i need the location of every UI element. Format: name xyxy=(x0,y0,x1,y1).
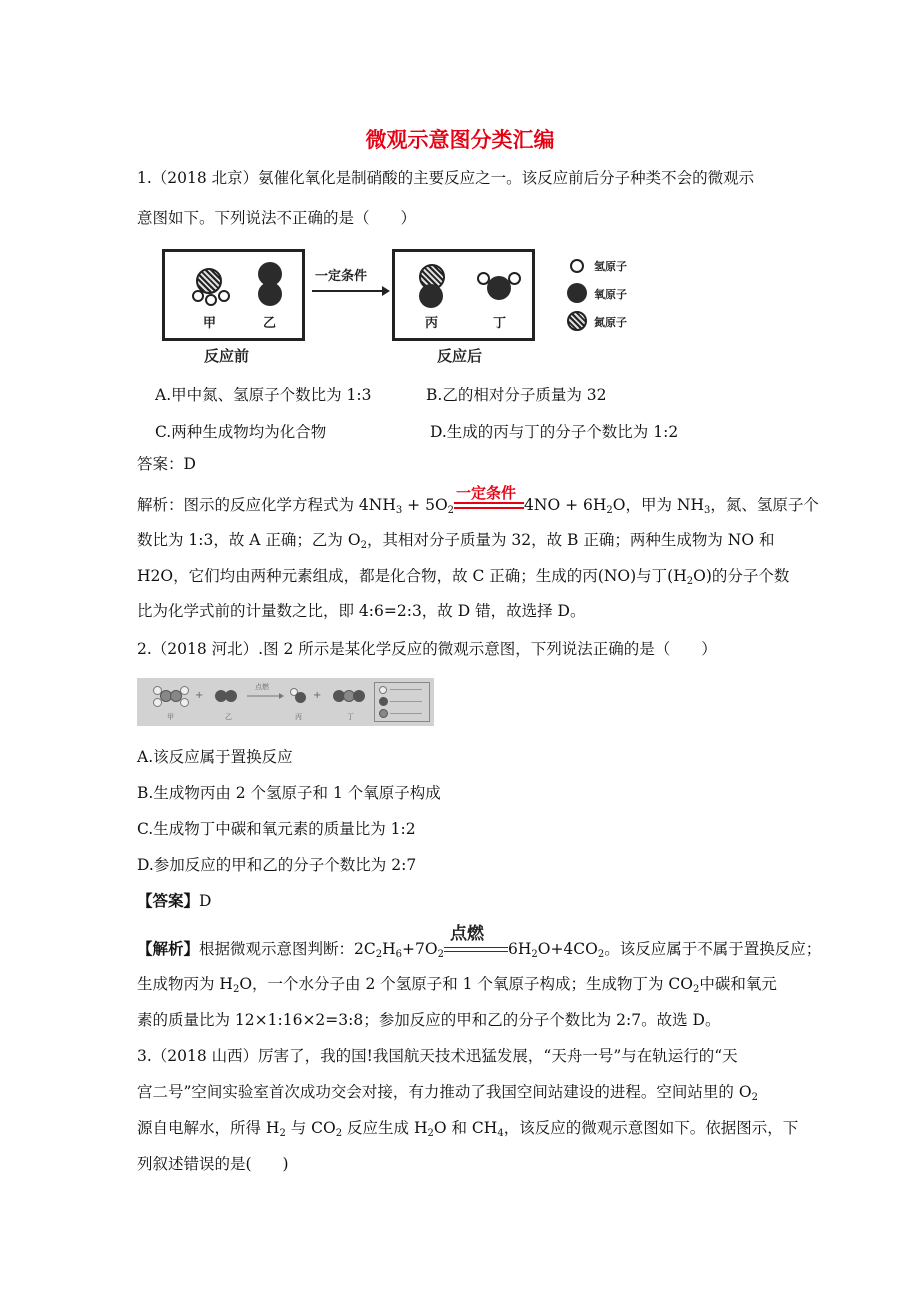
analysis-text: ，氮、氢原子个 xyxy=(710,496,819,514)
q3-line4: 列叙述错误的是( ) xyxy=(137,1155,289,1173)
legend-nitrogen-icon xyxy=(567,311,587,331)
subscript: 3 xyxy=(704,505,711,516)
subscript: 2 xyxy=(597,949,605,960)
subscript: 2 xyxy=(360,540,367,551)
analysis-text: 6H xyxy=(507,940,532,958)
analysis-text: + 5O xyxy=(402,496,448,514)
page-title: 微观示意图分类汇编 xyxy=(365,128,555,152)
subscript: 2 xyxy=(692,984,700,995)
after-reaction-box xyxy=(392,249,535,341)
before-reaction-box xyxy=(162,249,305,341)
analysis-text: 中碳和氧元 xyxy=(699,975,777,993)
hydrogen-atom-icon xyxy=(508,272,521,285)
subscript: 3 xyxy=(395,505,403,516)
ignite-condition-equals xyxy=(444,924,508,958)
subscript: 4 xyxy=(497,1128,504,1139)
q2-option-b: B.生成物丙由 2 个氢原子和 1 个氧原子构成 xyxy=(137,784,441,802)
legend-box xyxy=(374,682,430,722)
analysis-text: 4NO + 6H xyxy=(524,496,607,514)
hydrogen-atom-icon xyxy=(218,290,230,302)
analysis-text: O)的分子个数 xyxy=(693,567,790,585)
answer-tag: 【答案】 xyxy=(137,892,200,910)
legend-line xyxy=(390,689,422,690)
after-reaction-caption: 反应后 xyxy=(437,347,483,365)
reaction-condition-equals xyxy=(454,484,524,514)
hydrogen-atom-icon xyxy=(192,290,204,302)
q2-stem: 2.（2018 河北）.图 2 所示是某化学反应的微观示意图，下列说法正确的是（ ） xyxy=(137,640,717,658)
jia-label: 甲 xyxy=(203,316,217,331)
q2-analysis-line3: 素的质量比为 12×1:16×2=3:8；参加反应的甲和乙的分子个数比为 2:7。故选 D。 xyxy=(137,1011,721,1029)
analysis-text: H xyxy=(382,940,396,958)
subscript: 2 xyxy=(375,949,383,960)
plus-sign: + xyxy=(313,690,322,701)
analysis-text: +7O xyxy=(402,940,438,958)
answer-value: D xyxy=(199,892,212,910)
analysis-text: 解析：图示的反应化学方程式为 4NH xyxy=(137,496,396,514)
legend-hydrogen-icon xyxy=(570,259,584,273)
q3-line2 xyxy=(137,1081,758,1103)
q1-analysis-line4: 比为化学式前的计量数之比，即 4:6=2:3，故 D 错，故选择 D。 xyxy=(137,602,586,620)
legend-line xyxy=(390,713,422,714)
q1-answer: 答案：D xyxy=(137,455,196,473)
ding-label: 丁 xyxy=(347,713,354,721)
q3-text: 源自电解水，所得 H xyxy=(137,1119,280,1137)
q2-analysis-line1 xyxy=(137,924,822,960)
q3-text: O 和 CH xyxy=(433,1119,498,1137)
reaction-arrow-icon xyxy=(310,285,392,297)
subscript: 2 xyxy=(686,576,694,587)
q3-text: ，该反应的微观示意图如下。依据图示，下 xyxy=(503,1119,799,1137)
yi-label: 乙 xyxy=(225,713,232,721)
q1-analysis-line3 xyxy=(137,565,789,587)
analysis-text: ，其相对分子质量为 32，故 B 正确；两种生成物为 NO 和 xyxy=(366,531,775,549)
q2-reaction-diagram xyxy=(137,678,434,726)
analysis-text: O，一个水分子由 2 个氢原子和 1 个氧原子构成；生成物丁为 CO xyxy=(239,975,693,993)
legend-oxygen-icon xyxy=(379,697,388,706)
q3-text: 与 CO xyxy=(285,1119,336,1137)
analysis-text: O+4CO xyxy=(537,940,598,958)
q2-option-c: C.生成物丁中碳和氧元素的质量比为 1:2 xyxy=(137,820,416,838)
oxygen-atom-icon xyxy=(225,690,237,702)
subscript: 2 xyxy=(279,1128,286,1139)
legend-oxygen-label: 氧原子 xyxy=(594,288,627,301)
hydrogen-atom-icon xyxy=(153,698,162,707)
bing-label: 丙 xyxy=(425,316,439,331)
analysis-text: 。该反应属于不属于置换反应； xyxy=(604,940,822,958)
oxygen-atom-icon xyxy=(258,282,282,306)
q1-option-b: B.乙的相对分子质量为 32 xyxy=(426,386,607,404)
q1-reaction-diagram xyxy=(162,249,682,379)
analysis-text: O，甲为 NH xyxy=(612,496,704,514)
hydrogen-atom-icon xyxy=(180,686,189,695)
q2-analysis-line2 xyxy=(137,973,777,995)
analysis-tag: 【解析】 xyxy=(137,940,200,958)
legend-carbon-icon xyxy=(379,709,388,718)
q3-text: 宫二号”空间实验室首次成功交会对接，有力推动了我国空间站建设的进程。空间站里的 O xyxy=(137,1083,752,1101)
subscript: 6 xyxy=(395,949,403,960)
subscript: 2 xyxy=(531,949,538,960)
hydrogen-atom-icon xyxy=(180,698,189,707)
analysis-text: H2O，它们均由两种元素组成，都是化合物，故 C 正确；生成的丙(NO)与丁(H xyxy=(137,567,687,585)
subscript: 2 xyxy=(427,1128,434,1139)
subscript: 2 xyxy=(447,505,455,516)
hydrogen-atom-icon xyxy=(205,294,217,306)
bing-label: 丙 xyxy=(295,713,302,721)
ding-label: 丁 xyxy=(493,316,507,331)
oxygen-atom-icon xyxy=(419,284,443,308)
plus-sign: + xyxy=(195,690,204,701)
q3-line1: 3.（2018 山西）厉害了，我的国!我国航天技术迅猛发展，“天舟一号”与在轨运行的“天 xyxy=(137,1047,738,1065)
q2-option-d: D.参加反应的甲和乙的分子个数比为 2:7 xyxy=(137,856,417,874)
legend-oxygen-icon xyxy=(567,283,587,303)
q1-option-d: D.生成的丙与丁的分子个数比为 1:2 xyxy=(430,423,679,441)
q2-answer xyxy=(137,890,211,912)
q1-stem-line2: 意图如下。下列说法不正确的是（ ） xyxy=(137,209,417,227)
jia-label: 甲 xyxy=(167,713,174,721)
legend-hydrogen-label: 氢原子 xyxy=(594,260,627,273)
legend-hydrogen-icon xyxy=(379,686,387,694)
q1-stem-line1: 1.（2018 北京）氨催化氧化是制硝酸的主要反应之一。该反应前后分子种类不会的微观示 xyxy=(137,169,755,187)
condition-text: 点燃 xyxy=(449,924,484,944)
oxygen-atom-icon xyxy=(353,690,365,702)
condition-text: 一定条件 xyxy=(456,484,517,502)
legend-line xyxy=(390,701,422,702)
reaction-arrow-icon xyxy=(247,692,285,700)
q3-line3 xyxy=(137,1117,798,1139)
q3-text: 反应生成 H xyxy=(342,1119,428,1137)
oxygen-atom-icon xyxy=(295,692,306,703)
subscript: 2 xyxy=(335,1128,343,1139)
q1-option-a: A.甲中氮、氢原子个数比为 1:3 xyxy=(155,386,372,404)
subscript: 2 xyxy=(437,949,444,960)
analysis-text: 生成物丙为 H xyxy=(137,975,233,993)
q2-option-a: A.该反应属于置换反应 xyxy=(137,748,293,766)
subscript: 2 xyxy=(751,1092,758,1103)
analysis-text: 数比为 1:3，故 A 正确；乙为 O xyxy=(137,531,361,549)
q1-option-c: C.两种生成物均为化合物 xyxy=(155,423,327,441)
ignite-label: 点燃 xyxy=(255,683,269,691)
subscript: 2 xyxy=(232,984,240,995)
reaction-condition-label: 一定条件 xyxy=(315,269,368,284)
before-reaction-caption: 反应前 xyxy=(204,347,250,365)
subscript: 2 xyxy=(606,505,613,516)
analysis-text: 根据微观示意图判断：2C xyxy=(199,940,376,958)
q1-analysis-line2 xyxy=(137,529,774,551)
yi-label: 乙 xyxy=(263,316,277,331)
q1-analysis-line1 xyxy=(137,484,819,516)
legend-nitrogen-label: 氮原子 xyxy=(594,316,627,329)
